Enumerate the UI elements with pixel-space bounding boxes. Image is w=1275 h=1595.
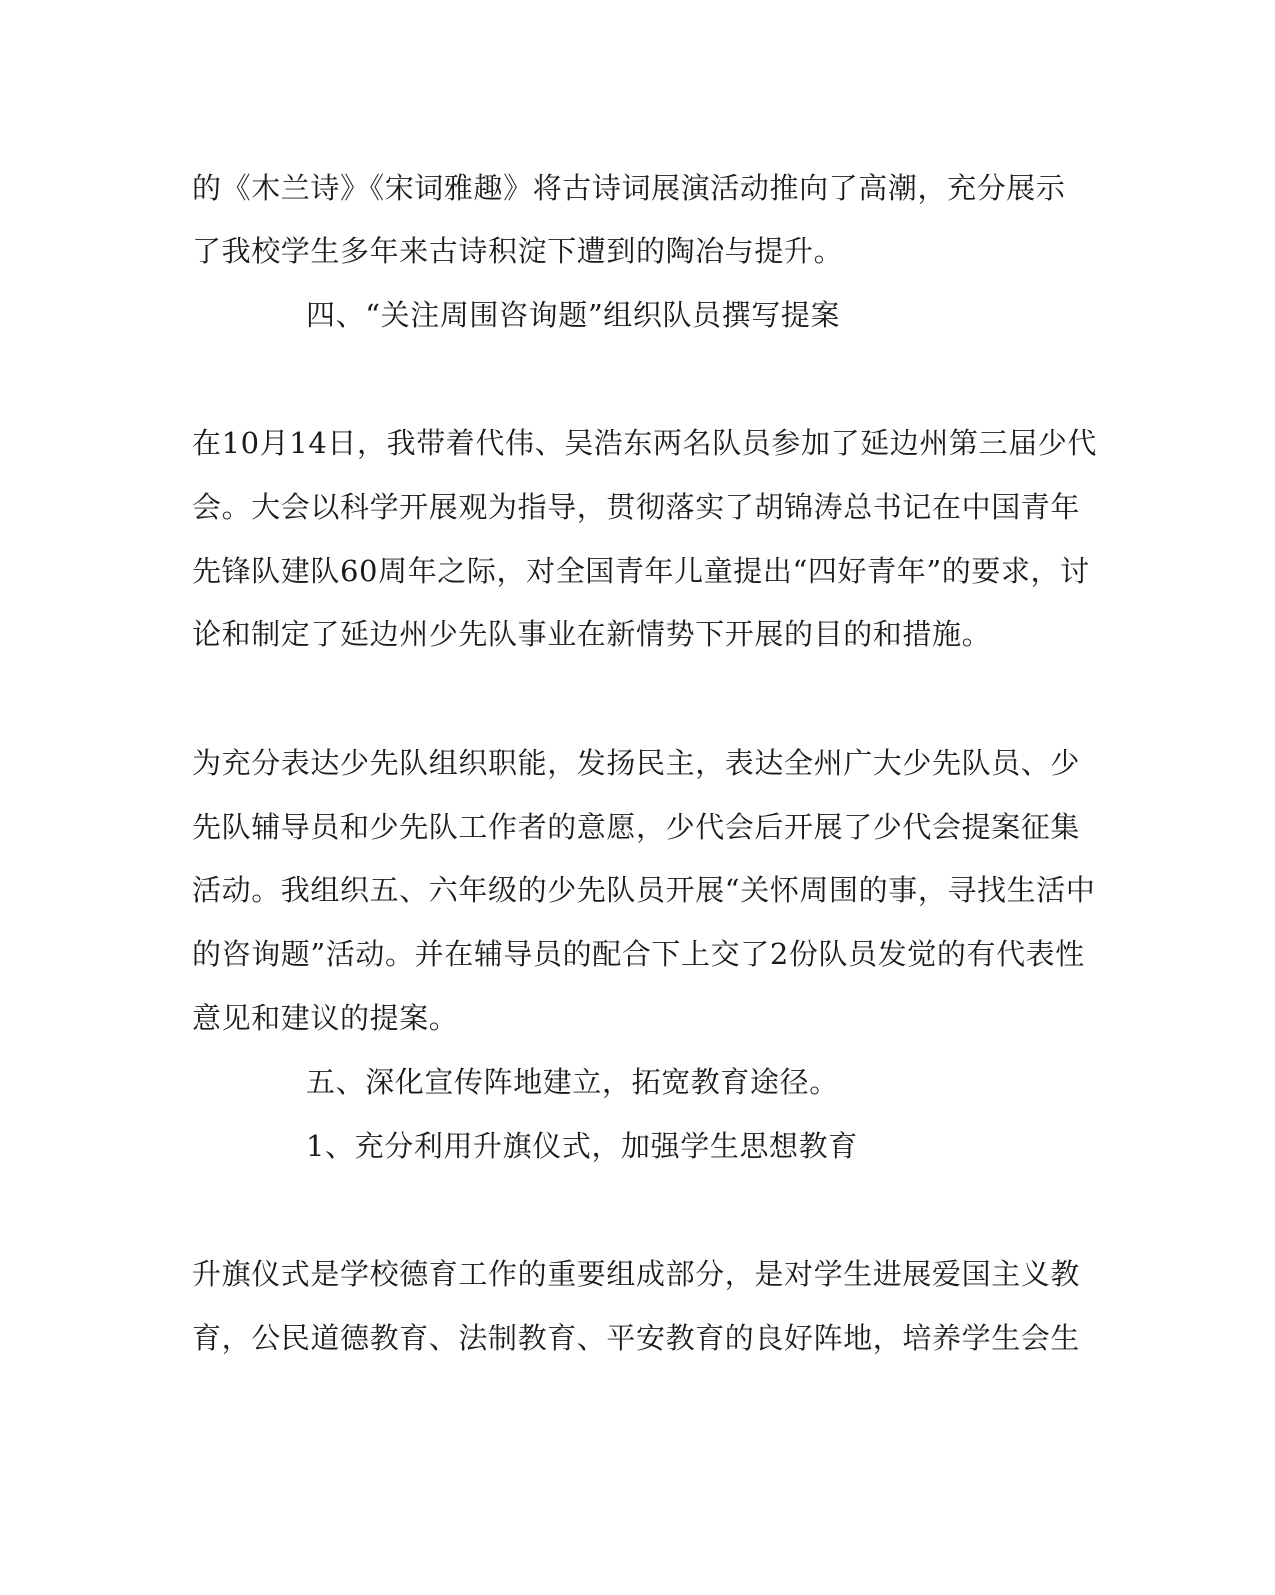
section-heading: 四、“关注周围咨询题”组织队员撰写提案 [306, 298, 841, 332]
text-line: 的咨询题”活动。并在辅导员的配合下上交了2份队员发觉的有代表性 [192, 937, 1085, 971]
section-heading: 五、深化宣传阵地建立，拓宽教育途径。 [306, 1065, 839, 1099]
text-line: 论和制定了延边州少先队事业在新情势下开展的目的和措施。 [192, 617, 992, 651]
text-line: 育，公民道德教育、法制教育、平安教育的良好阵地，培养学生会生 [192, 1321, 1081, 1355]
text-line: 活动。我组织五、六年级的少先队员开展“关怀周围的事，寻找生活中 [192, 873, 1096, 907]
text-line: 为充分表达少先队组织职能，发扬民主，表达全州广大少先队员、少 [192, 746, 1081, 780]
text-line: 的《木兰诗》《宋词雅趣》将古诗词展演活动推向了高潮，充分展示 [192, 171, 1066, 205]
text-line: 先队辅导员和少先队工作者的意愿，少代会后开展了少代会提案征集 [192, 810, 1081, 844]
text-line: 先锋队建队60周年之际，对全国青年儿童提出“四好青年”的要求，讨 [192, 554, 1090, 588]
text-line: 升旗仪式是学校德育工作的重要组成部分，是对学生进展爱国主义教 [192, 1257, 1081, 1291]
text-line: 在10月14日，我带着代伟、吴浩东两名队员参加了延边州第三届少代 [192, 426, 1098, 460]
text-line: 意见和建议的提案。 [192, 1001, 459, 1035]
text-line: 了我校学生多年来古诗积淀下遭到的陶冶与提升。 [192, 234, 844, 268]
subsection-heading: 1、充分利用升旗仪式，加强学生思想教育 [306, 1129, 858, 1163]
text-line: 会。大会以科学开展观为指导，贯彻落实了胡锦涛总书记在中国青年 [192, 490, 1081, 524]
